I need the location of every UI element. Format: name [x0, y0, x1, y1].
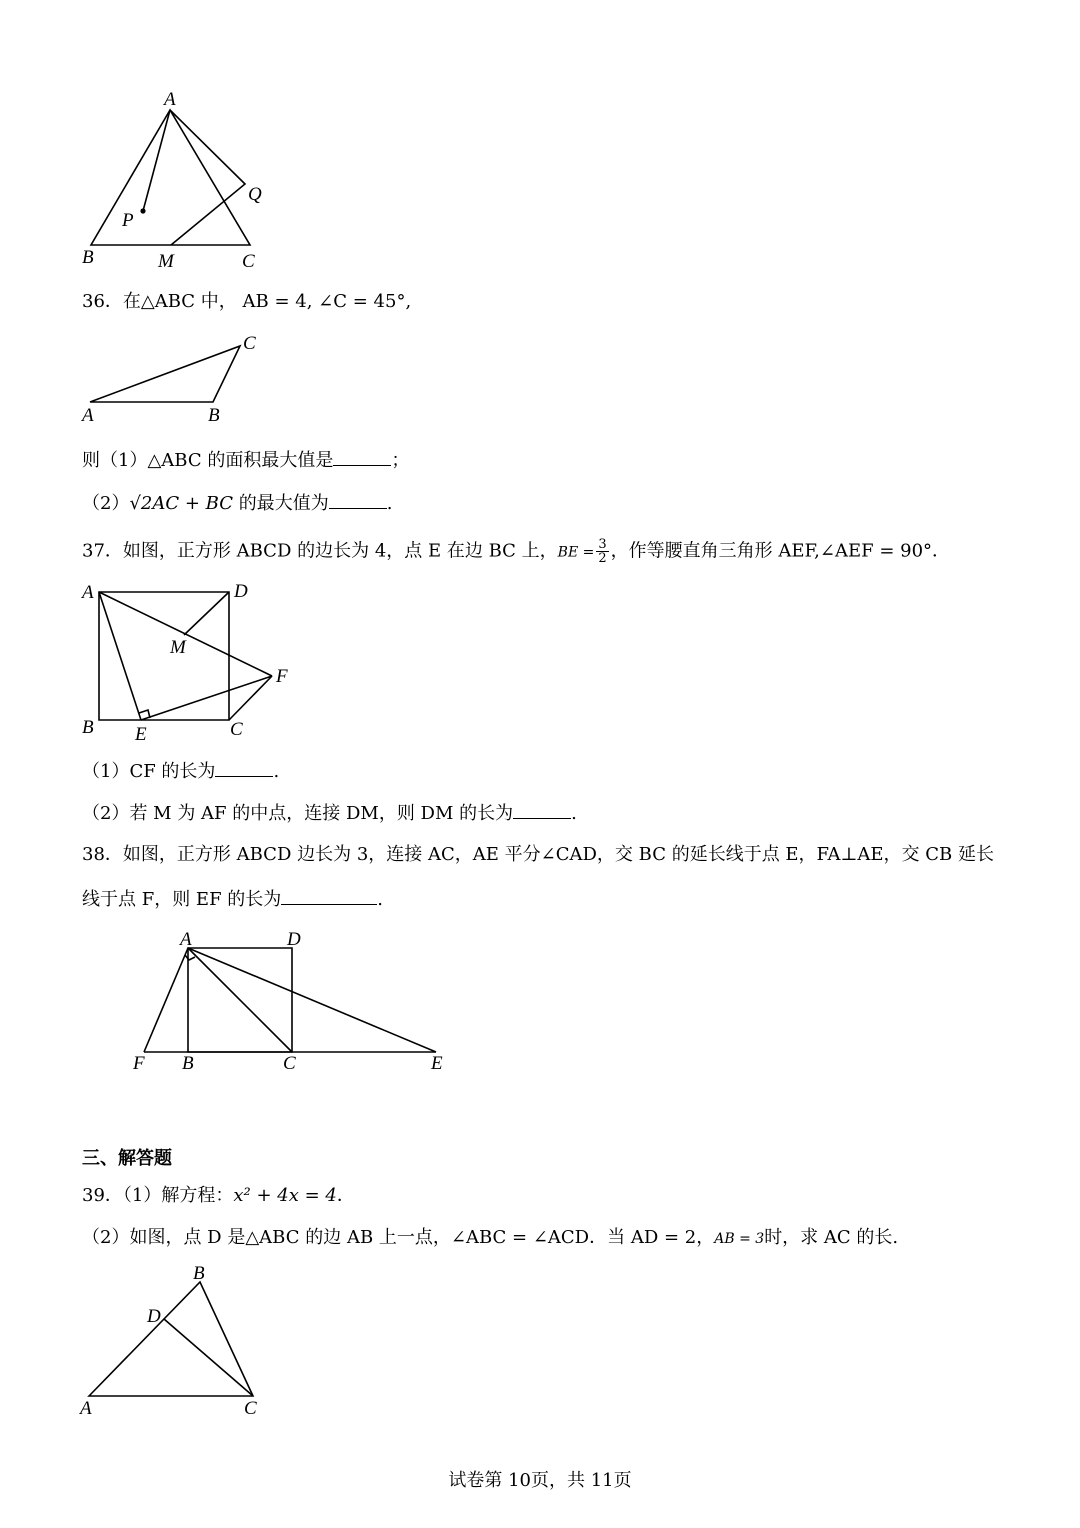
- point-p: [140, 208, 145, 213]
- label-c: C: [283, 1053, 296, 1074]
- label-a: A: [82, 405, 94, 426]
- fraction-denominator: 2: [598, 551, 607, 566]
- q38-line2: [82, 886, 383, 912]
- label-b: B: [82, 717, 94, 738]
- segment-dc: [164, 1319, 253, 1396]
- label-a: A: [80, 1398, 92, 1419]
- right-angle-mark: [185, 955, 195, 960]
- label-c: C: [244, 1398, 257, 1419]
- answer-blank: [333, 447, 391, 466]
- q36-part2-end: .: [386, 493, 393, 514]
- label-q: Q: [248, 184, 262, 205]
- figure-q39: [76, 1262, 276, 1422]
- q37-be-label: BE =: [557, 544, 595, 561]
- q37-part2-end: .: [571, 803, 577, 824]
- label-a: A: [180, 929, 192, 950]
- q38-line2-text: 线于点 F，则 EF 的长为: [82, 889, 282, 910]
- q39-part1-end: ．: [336, 1185, 355, 1206]
- q37-part1: [82, 758, 279, 784]
- segment-ae: [188, 948, 436, 1052]
- q37-be-fraction: [596, 538, 608, 565]
- q39-part2: [82, 1226, 898, 1251]
- q36-part1: [82, 447, 409, 473]
- q37-part2: [82, 800, 577, 826]
- answer-blank: [215, 758, 273, 777]
- page-footer: 试卷第 10页，共 11页: [448, 1470, 632, 1491]
- label-d: D: [287, 929, 301, 950]
- q36-part2-text: 的最大值为: [238, 493, 329, 514]
- q36-part2: [82, 490, 392, 516]
- q39-part1: [82, 1184, 355, 1208]
- label-f: F: [133, 1053, 145, 1074]
- label-b: B: [82, 247, 94, 268]
- label-b: B: [208, 405, 220, 426]
- segment-ac: [188, 948, 292, 1052]
- q39-part2-b: 时，求 AC 的长.: [764, 1227, 899, 1248]
- answer-blank: [329, 490, 387, 509]
- q39-part2-a: （2）如图，点 D 是△ABC 的边 AB 上一点，∠ABC = ∠ACD．当 AD = 2，: [82, 1227, 715, 1248]
- q36-stem: 36．在△ABC 中， AB = 4, ∠C = 45°,: [82, 291, 412, 312]
- label-c: C: [242, 251, 255, 272]
- figure-q36: [78, 328, 278, 428]
- label-m: M: [158, 251, 174, 272]
- label-m: M: [170, 637, 186, 658]
- figure-q37: [76, 578, 306, 748]
- q36-part2-prefix: （2）: [82, 493, 130, 514]
- q38-line1: 38．如图，正方形 ABCD 边长为 3，连接 AC，AE 平分∠CAD，交 BC 的延长线于点 E，FA⊥AE，交 CB 延长: [82, 844, 994, 865]
- triangle-abc: [91, 110, 250, 245]
- q39-part1-prefix: 39．（1）解方程：: [82, 1185, 234, 1206]
- label-e: E: [135, 724, 147, 745]
- q37-part2-text: （2）若 M 为 AF 的中点，连接 DM，则 DM 的长为: [82, 803, 514, 824]
- q36-part2-expr: √2AC + BC: [129, 493, 234, 514]
- label-c: C: [243, 333, 256, 354]
- q37-part1-end: .: [273, 761, 280, 782]
- figure-q35: [70, 88, 300, 278]
- label-e: E: [431, 1053, 443, 1074]
- q36-part1-text: 则（1）△ABC 的面积最大值是: [82, 450, 334, 471]
- segment-dm: [184, 592, 229, 635]
- figure-q38: [126, 928, 456, 1078]
- label-b: B: [182, 1053, 194, 1074]
- fraction-numerator: 3: [598, 537, 607, 552]
- section-heading: 三、解答题: [82, 1148, 172, 1169]
- q38-line2-end: .: [377, 889, 384, 910]
- segment-ap: [143, 110, 170, 211]
- label-b: B: [193, 1263, 205, 1284]
- q37-stem-a: 37．如图，正方形 ABCD 的边长为 4，点 E 在边 BC 上，: [82, 540, 558, 562]
- label-c: C: [230, 719, 243, 740]
- triangle-abc-q36: [90, 346, 240, 402]
- triangle-abc-q39: [89, 1282, 253, 1396]
- q37-stem-b: ，作等腰直角三角形 AEF,∠AEF = 90°．: [610, 540, 951, 562]
- answer-blank: [513, 800, 571, 819]
- q37-part1-text: （1）CF 的长为: [82, 761, 216, 782]
- answer-blank: [281, 886, 377, 905]
- label-a: A: [164, 89, 176, 110]
- label-a: A: [82, 582, 94, 603]
- label-d: D: [234, 581, 248, 602]
- segment-ae: [99, 592, 141, 720]
- label-f: F: [276, 666, 288, 687]
- label-p: P: [122, 210, 134, 231]
- label-d: D: [147, 1306, 161, 1327]
- q36-part1-end: ；: [391, 450, 410, 471]
- q37-stem: [82, 538, 950, 565]
- segment-ef: [141, 676, 272, 720]
- segment-af: [144, 948, 188, 1052]
- q39-part2-ab: AB = 3: [714, 1231, 765, 1247]
- q39-part1-eq: x² + 4x = 4: [233, 1185, 337, 1206]
